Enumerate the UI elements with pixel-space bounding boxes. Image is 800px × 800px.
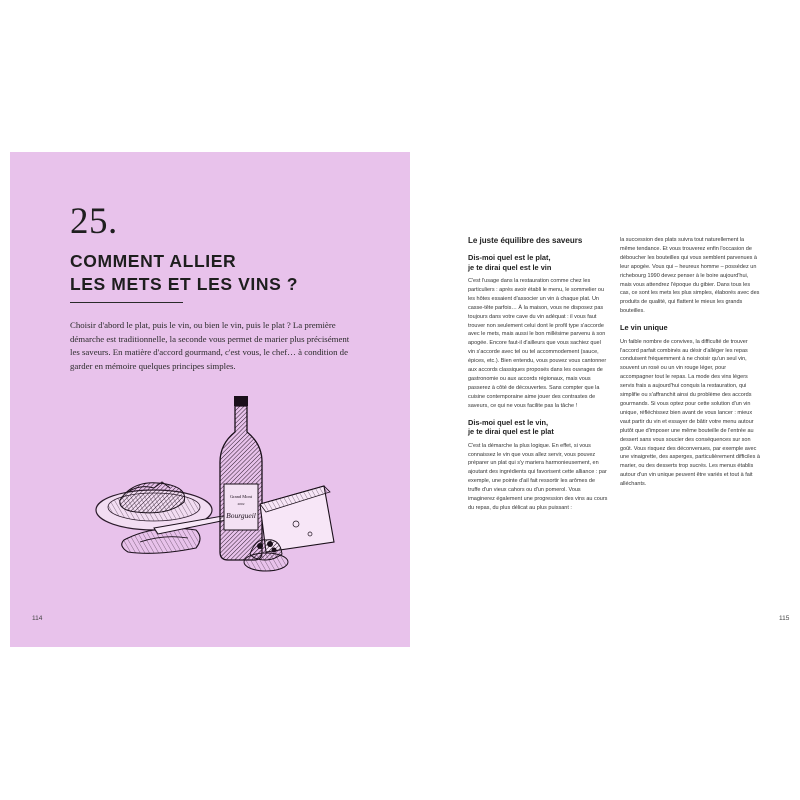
chapter-number: 25.	[70, 201, 118, 242]
subheading-vin-unique: Le vin unique	[620, 323, 668, 333]
paragraph-continuation: la succession des plats suivra tout naturellement la même tendance. Et vous trouverez enfin l'occasion de déboucher les bouteilles qui vous semblent parvenues à leur apogée. Vous qui – heureux homme – possédez un richebourg 1990 devez penser à le boire aujourd'hui, mais vous attendrez l'époque du gibier. Dans tous les cas, ce sont les mets les plus simples, élaborés avec des produits de qualité, qui flattent le mieux les grands bouteilles.	[620, 237, 760, 315]
section-title: Le juste équilibre des saveurs	[468, 236, 583, 245]
subheading-plat-vin-line-2: je te dirai quel est le vin	[468, 262, 552, 272]
title-divider	[70, 302, 183, 303]
subheading-vin-plat-line-2: je te dirai quel est le plat	[468, 427, 554, 437]
left-page	[10, 152, 410, 647]
bottle-label-script: Bourgueil	[226, 511, 256, 520]
chapter-title-line-2: LES METS ET LES VINS ?	[70, 274, 299, 294]
wine-bottle	[220, 396, 262, 560]
page-number-left: 114	[32, 615, 43, 622]
subheading-vin-plat-line-1: Dis-moi quel est le vin,	[468, 417, 549, 427]
subheading-vin-plat	[468, 418, 608, 437]
right-page-column-2	[620, 236, 760, 496]
right-page-column-1	[468, 236, 608, 520]
page-number-right: 115	[779, 615, 790, 622]
wine-and-cheese-illustration	[84, 392, 344, 582]
paragraph-vin-plat: C'est la démarche la plus logique. En effet, si vous connaissez le vin que vous allez servir, vous pouvez préparer un plat qui s'y mariera harmonieusement, en ajoutant des ingrédients qui favorisent cette alliance : par exemple, une pointe d'ail fait ressortir les arômes de truffe d'un vieux cahors ou d'un pomerol. Vous imaginerez également une progression des vins au cours du repas, du plus délicat au plus puissant :	[468, 442, 608, 511]
bottle-label-small: Grand Mont	[229, 494, 253, 499]
paragraph-plat-vin: C'est l'usage dans la restauration comme chez les particuliers : après avoir établi le menu, le sommelier ou les hôtes essaient d'associer un vin à chaque plat. Un casse-tête parfois… À la maison, vous ne disposez pas toujours dans votre cave du vin adéquat : il vous faut trouver non seulement celui dont le profil type s'accorde avec le mets, mais aussi le bon millésime parvenu à son apogée. Encore faut-il d'ailleurs que vous sachiez quel vin s'accorde avec tel ou tel accommodement (sauce, épices, etc.). Bien entendu, vous pouvez vous cantonner aux accords classiques proposés dans les ouvrages de gastronomie ou aux accords régionaux, mais vous passerez à côté de découvertes. Sans compter que la cuisine contemporaine aime jouer des contrastes de saveurs, ce qui ne vous facilite pas la tâche !	[468, 278, 607, 409]
bottle-label-year: 2002	[237, 502, 245, 506]
subheading-plat-vin-line-1: Dis-moi quel est le plat,	[468, 253, 551, 262]
intro-paragraph: Choisir d'abord le plat, puis le vin, ou bien le vin, puis le plat ? La première démarche est traditionnelle, la seconde vous permet de marier plus précisément les saveurs. En matière d'accord gourmand, c'est vous, le chef… à condition de garder en mémoire quelques principes simples.	[70, 320, 350, 371]
subheading-plat-vin	[468, 253, 608, 272]
bottle-label	[224, 484, 258, 530]
chapter-title-line-1: COMMENT ALLIER	[70, 251, 237, 271]
chapter-title	[70, 250, 370, 296]
paragraph-vin-unique: Un faible nombre de convives, la difficulté de trouver l'accord parfait combinés au désir d'alléger les repas conduisent fréquemment à ne choisir qu'un seul vin, souvent un rosé ou un vin rouge léger, pour accompagner tout le repas. La mode des vins légers servis frais a aujourd'hui conquis la restauration, qui simplifie ou s'affranchit ainsi du problème des accords gourmands. Si vous optez pour cette solution d'un vin unique, réfléchissez bien avant de vous lancer : mieux vaut partir du vin et essayer de bâtir votre menu autour plutôt que d'imposer une même bouteille de l'entrée au dessert sans vous soucier des conséquences sur son goût. Vous risquez des déconvenues, par exemple avec une vinaigrette, des asperges, particulièrement difficiles à marier, ou des desserts trop sucrés. Les menus établis autour d'un vin unique peuvent être variés et tout à fait alléchants.	[620, 338, 760, 488]
